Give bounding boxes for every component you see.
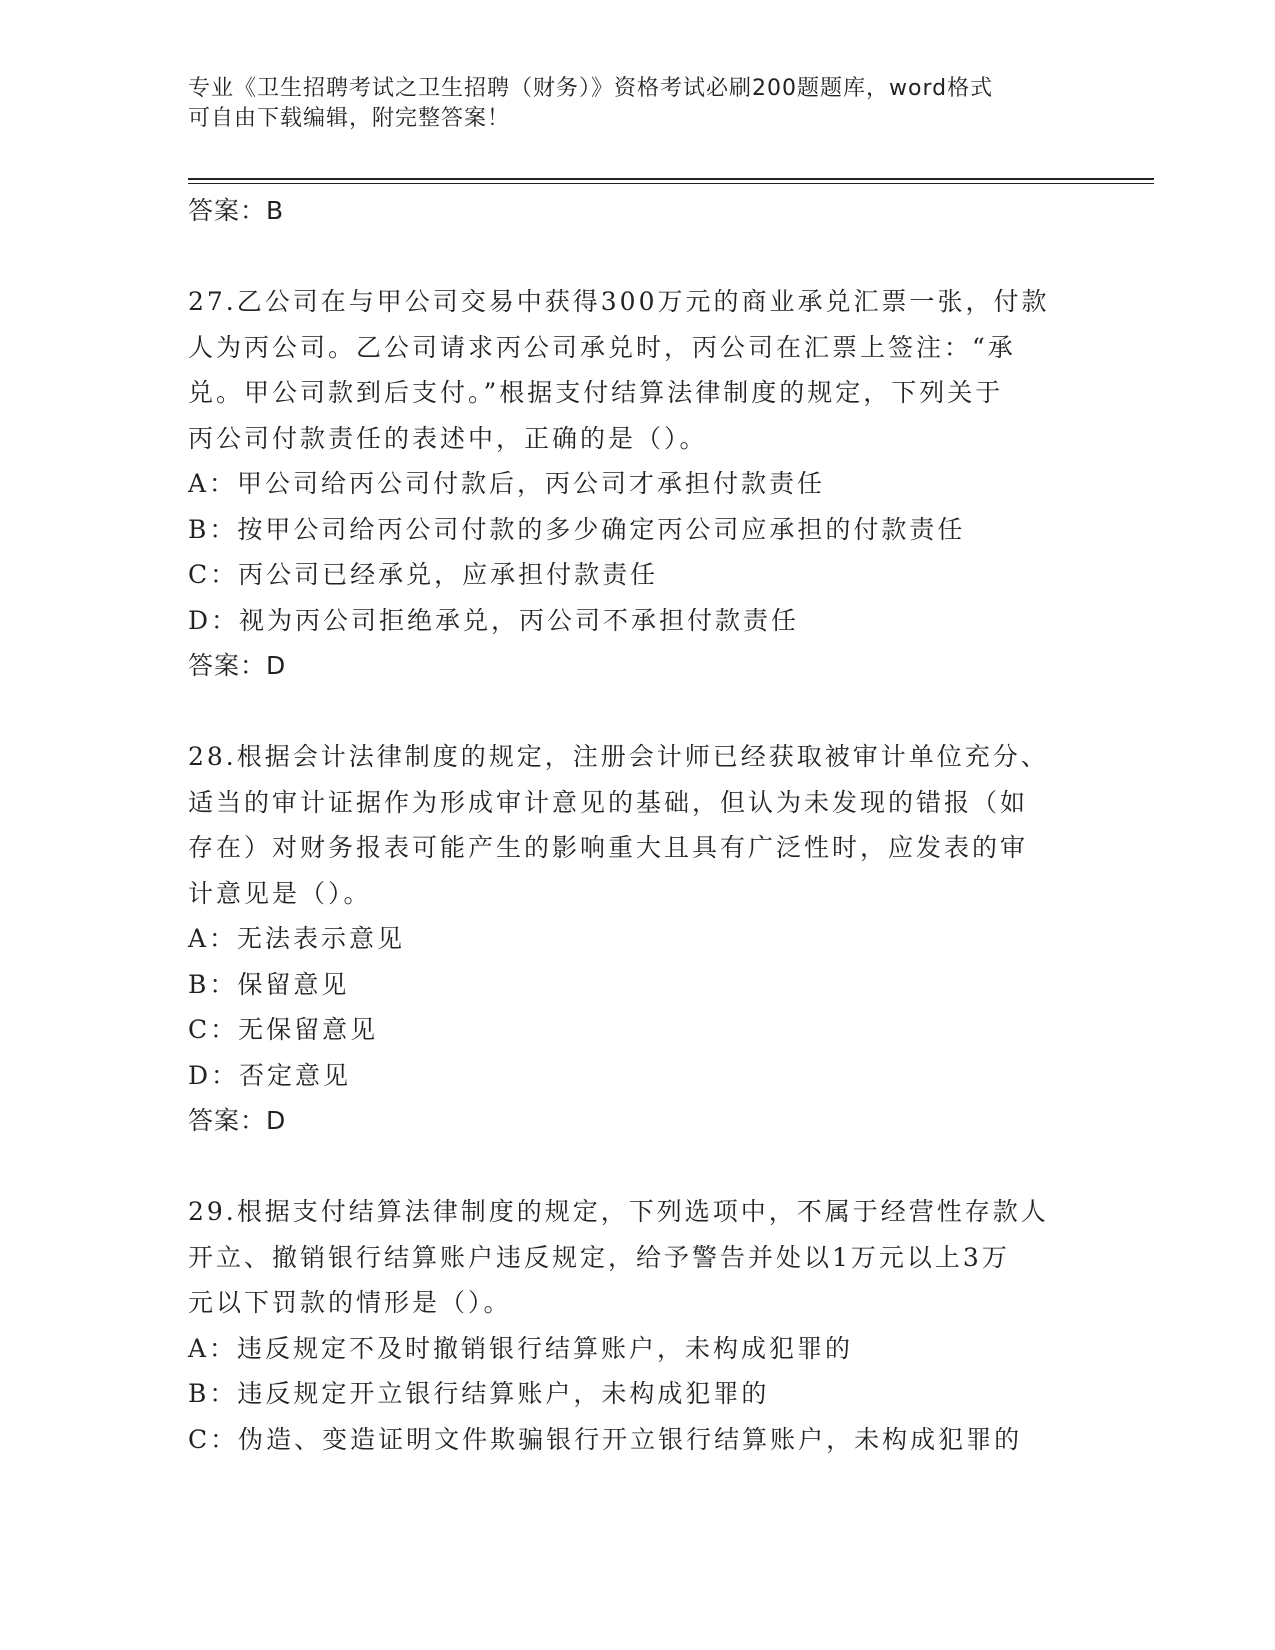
header-divider	[188, 178, 1154, 184]
option-c: C：丙公司已经承兑，应承担付款责任	[188, 560, 659, 589]
answer: 答案：D	[188, 1106, 287, 1135]
option-d: D：否定意见	[188, 1060, 352, 1090]
question-text-line: 28.根据会计法律制度的规定，注册会计师已经获取被审计单位充分、	[188, 742, 1049, 771]
question-content	[188, 188, 1088, 1462]
option-c: C：无保留意见	[188, 1015, 379, 1044]
previous-answer: 答案：B	[188, 196, 285, 225]
spacer	[188, 234, 1088, 280]
spacer	[188, 1144, 1088, 1190]
option-a: A：无法表示意见	[188, 924, 406, 953]
question-text-line: 适当的审计证据作为形成审计意见的基础，但认为未发现的错报（如	[188, 787, 1029, 817]
question-text-line: 人为丙公司。乙公司请求丙公司承兑时，丙公司在汇票上签注：“承	[188, 332, 1016, 362]
page-header	[188, 74, 1068, 134]
question-text-line: 存在）对财务报表可能产生的影响重大且具有广泛性时，应发表的审	[188, 833, 1029, 862]
option-b: B：违反规定开立银行结算账户，未构成犯罪的	[188, 1379, 770, 1408]
option-a: A：甲公司给丙公司付款后，丙公司才承担付款责任	[188, 469, 826, 498]
question-text-line: 27.乙公司在与甲公司交易中获得300万元的商业承兑汇票一张，付款	[188, 287, 1050, 316]
spacer	[188, 689, 1088, 735]
question-28	[188, 734, 1088, 1144]
option-b: B：保留意见	[188, 969, 350, 999]
question-29	[188, 1189, 1088, 1462]
option-d: D：视为丙公司拒绝承兑，丙公司不承担付款责任	[188, 605, 800, 635]
header-line-1: 专业《卫生招聘考试之卫生招聘（财务）》资格考试必刷200题题库，word格式	[188, 76, 994, 101]
option-c: C：伪造、变造证明文件欺骗银行开立银行结算账户，未构成犯罪的	[188, 1424, 1023, 1454]
question-text-line: 29.根据支付结算法律制度的规定，下列选项中，不属于经营性存款人	[188, 1197, 1049, 1226]
question-text-line: 元以下罚款的情形是（）。	[188, 1288, 512, 1317]
question-text-line: 兑。甲公司款到后支付。”根据支付结算法律制度的规定，下列关于	[188, 378, 1004, 407]
option-b: B：按甲公司给丙公司付款的多少确定丙公司应承担的付款责任	[188, 514, 966, 544]
option-a: A：违反规定不及时撤销银行结算账户，未构成犯罪的	[188, 1333, 854, 1363]
question-text-line: 开立、撤销银行结算账户违反规定，给予警告并处以1万元以上3万	[188, 1242, 1010, 1272]
answer: 答案：D	[188, 651, 287, 680]
question-text-line: 丙公司付款责任的表述中，正确的是（）。	[188, 423, 708, 453]
question-text-line: 计意见是（）。	[188, 878, 372, 908]
header-line-2: 可自由下载编辑，附完整答案！	[188, 106, 511, 131]
question-27	[188, 279, 1088, 689]
